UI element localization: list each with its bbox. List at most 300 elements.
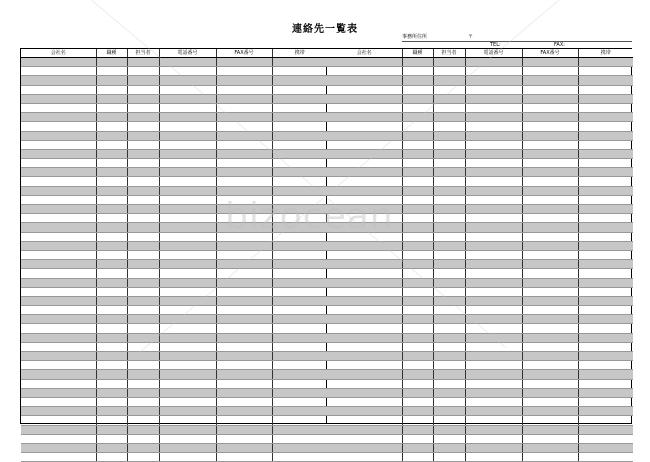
table-cell[interactable] xyxy=(127,67,159,76)
table-cell[interactable] xyxy=(578,315,633,324)
table-cell[interactable] xyxy=(216,113,272,122)
table-cell[interactable] xyxy=(216,379,272,388)
table-cell[interactable] xyxy=(465,205,522,214)
table-cell[interactable] xyxy=(216,131,272,140)
table-cell[interactable] xyxy=(159,425,216,434)
table-cell[interactable] xyxy=(272,315,327,324)
table-cell[interactable] xyxy=(433,149,465,158)
table-cell[interactable] xyxy=(433,159,465,168)
table-cell[interactable] xyxy=(159,195,216,204)
table-cell[interactable] xyxy=(127,434,159,443)
table-cell[interactable] xyxy=(96,361,127,370)
table-cell[interactable] xyxy=(465,122,522,131)
table-cell[interactable] xyxy=(216,250,272,259)
table-cell[interactable] xyxy=(21,379,96,388)
table-cell[interactable] xyxy=(159,103,216,112)
table-cell[interactable] xyxy=(21,94,96,103)
table-cell[interactable] xyxy=(327,333,402,342)
table-cell[interactable] xyxy=(216,342,272,351)
table-cell[interactable] xyxy=(272,370,327,379)
table-cell[interactable] xyxy=(159,214,216,223)
table-cell[interactable] xyxy=(465,269,522,278)
table-cell[interactable] xyxy=(578,324,633,333)
table-cell[interactable] xyxy=(402,306,433,315)
table-cell[interactable] xyxy=(96,67,127,76)
table-cell[interactable] xyxy=(96,250,127,259)
table-cell[interactable] xyxy=(159,131,216,140)
table-cell[interactable] xyxy=(21,205,96,214)
table-cell[interactable] xyxy=(159,278,216,287)
table-cell[interactable] xyxy=(578,425,633,434)
table-cell[interactable] xyxy=(522,195,578,204)
table-cell[interactable] xyxy=(272,103,327,112)
table-cell[interactable] xyxy=(127,260,159,269)
table-cell[interactable] xyxy=(127,370,159,379)
table-cell[interactable] xyxy=(21,333,96,342)
table-cell[interactable] xyxy=(159,342,216,351)
table-cell[interactable] xyxy=(21,352,96,361)
table-cell[interactable] xyxy=(21,260,96,269)
table-cell[interactable] xyxy=(433,214,465,223)
table-cell[interactable] xyxy=(578,94,633,103)
table-cell[interactable] xyxy=(96,149,127,158)
table-cell[interactable] xyxy=(272,416,327,425)
table-cell[interactable] xyxy=(272,278,327,287)
table-cell[interactable] xyxy=(96,278,127,287)
table-cell[interactable] xyxy=(433,315,465,324)
table-cell[interactable] xyxy=(127,397,159,406)
table-cell[interactable] xyxy=(402,416,433,425)
table-cell[interactable] xyxy=(327,269,402,278)
table-cell[interactable] xyxy=(465,159,522,168)
table-cell[interactable] xyxy=(159,333,216,342)
table-cell[interactable] xyxy=(522,131,578,140)
table-cell[interactable] xyxy=(578,352,633,361)
table-cell[interactable] xyxy=(402,94,433,103)
table-cell[interactable] xyxy=(159,453,216,462)
table-cell[interactable] xyxy=(402,205,433,214)
table-cell[interactable] xyxy=(216,397,272,406)
table-cell[interactable] xyxy=(578,361,633,370)
table-cell[interactable] xyxy=(127,177,159,186)
table-cell[interactable] xyxy=(21,296,96,305)
table-cell[interactable] xyxy=(327,434,402,443)
table-cell[interactable] xyxy=(465,223,522,232)
table-cell[interactable] xyxy=(21,103,96,112)
table-cell[interactable] xyxy=(127,269,159,278)
table-cell[interactable] xyxy=(21,324,96,333)
table-cell[interactable] xyxy=(21,140,96,149)
table-cell[interactable] xyxy=(433,453,465,462)
table-cell[interactable] xyxy=(522,168,578,177)
table-cell[interactable] xyxy=(96,342,127,351)
table-cell[interactable] xyxy=(402,407,433,416)
table-cell[interactable] xyxy=(522,269,578,278)
table-cell[interactable] xyxy=(21,443,96,452)
table-cell[interactable] xyxy=(272,425,327,434)
table-cell[interactable] xyxy=(216,443,272,452)
table-cell[interactable] xyxy=(522,306,578,315)
table-cell[interactable] xyxy=(216,425,272,434)
table-cell[interactable] xyxy=(96,205,127,214)
table-cell[interactable] xyxy=(578,453,633,462)
table-cell[interactable] xyxy=(578,205,633,214)
table-cell[interactable] xyxy=(402,352,433,361)
table-cell[interactable] xyxy=(96,434,127,443)
table-cell[interactable] xyxy=(21,342,96,351)
table-cell[interactable] xyxy=(402,195,433,204)
table-cell[interactable] xyxy=(522,159,578,168)
table-cell[interactable] xyxy=(402,453,433,462)
table-cell[interactable] xyxy=(402,168,433,177)
table-cell[interactable] xyxy=(465,149,522,158)
table-cell[interactable] xyxy=(522,250,578,259)
table-cell[interactable] xyxy=(522,241,578,250)
table-cell[interactable] xyxy=(465,241,522,250)
table-cell[interactable] xyxy=(522,76,578,85)
table-cell[interactable] xyxy=(327,260,402,269)
table-cell[interactable] xyxy=(402,388,433,397)
table-cell[interactable] xyxy=(433,250,465,259)
table-cell[interactable] xyxy=(272,379,327,388)
table-cell[interactable] xyxy=(465,103,522,112)
table-cell[interactable] xyxy=(522,407,578,416)
table-cell[interactable] xyxy=(159,407,216,416)
table-cell[interactable] xyxy=(522,296,578,305)
table-cell[interactable] xyxy=(433,103,465,112)
table-cell[interactable] xyxy=(402,149,433,158)
table-cell[interactable] xyxy=(127,379,159,388)
table-cell[interactable] xyxy=(216,370,272,379)
table-cell[interactable] xyxy=(96,159,127,168)
table-cell[interactable] xyxy=(21,416,96,425)
table-cell[interactable] xyxy=(465,214,522,223)
table-cell[interactable] xyxy=(433,278,465,287)
table-cell[interactable] xyxy=(522,361,578,370)
table-cell[interactable] xyxy=(96,306,127,315)
table-cell[interactable] xyxy=(216,333,272,342)
table-cell[interactable] xyxy=(272,306,327,315)
table-cell[interactable] xyxy=(402,186,433,195)
table-cell[interactable] xyxy=(465,388,522,397)
table-cell[interactable] xyxy=(272,122,327,131)
table-cell[interactable] xyxy=(272,361,327,370)
table-cell[interactable] xyxy=(578,195,633,204)
table-cell[interactable] xyxy=(327,58,402,67)
table-cell[interactable] xyxy=(578,85,633,94)
table-cell[interactable] xyxy=(465,397,522,406)
table-cell[interactable] xyxy=(402,214,433,223)
table-cell[interactable] xyxy=(465,195,522,204)
table-cell[interactable] xyxy=(96,315,127,324)
table-cell[interactable] xyxy=(21,159,96,168)
table-cell[interactable] xyxy=(96,94,127,103)
table-cell[interactable] xyxy=(216,453,272,462)
table-cell[interactable] xyxy=(96,186,127,195)
table-cell[interactable] xyxy=(216,388,272,397)
table-cell[interactable] xyxy=(127,186,159,195)
table-cell[interactable] xyxy=(522,434,578,443)
table-cell[interactable] xyxy=(327,453,402,462)
table-cell[interactable] xyxy=(402,159,433,168)
table-cell[interactable] xyxy=(433,131,465,140)
table-cell[interactable] xyxy=(433,352,465,361)
table-cell[interactable] xyxy=(402,232,433,241)
table-cell[interactable] xyxy=(159,149,216,158)
table-cell[interactable] xyxy=(216,186,272,195)
table-cell[interactable] xyxy=(402,250,433,259)
table-cell[interactable] xyxy=(433,260,465,269)
table-cell[interactable] xyxy=(433,434,465,443)
table-cell[interactable] xyxy=(272,76,327,85)
table-cell[interactable] xyxy=(578,58,633,67)
table-cell[interactable] xyxy=(159,168,216,177)
table-cell[interactable] xyxy=(21,177,96,186)
table-cell[interactable] xyxy=(127,85,159,94)
table-cell[interactable] xyxy=(127,223,159,232)
table-cell[interactable] xyxy=(578,278,633,287)
table-cell[interactable] xyxy=(159,443,216,452)
table-cell[interactable] xyxy=(465,94,522,103)
table-cell[interactable] xyxy=(522,379,578,388)
table-cell[interactable] xyxy=(578,407,633,416)
table-cell[interactable] xyxy=(159,315,216,324)
table-cell[interactable] xyxy=(465,434,522,443)
table-cell[interactable] xyxy=(96,168,127,177)
table-cell[interactable] xyxy=(522,333,578,342)
table-cell[interactable] xyxy=(272,131,327,140)
table-cell[interactable] xyxy=(216,306,272,315)
table-cell[interactable] xyxy=(127,416,159,425)
table-cell[interactable] xyxy=(127,407,159,416)
table-cell[interactable] xyxy=(327,443,402,452)
table-cell[interactable] xyxy=(578,131,633,140)
table-cell[interactable] xyxy=(402,131,433,140)
table-cell[interactable] xyxy=(578,269,633,278)
table-cell[interactable] xyxy=(272,241,327,250)
table-cell[interactable] xyxy=(465,278,522,287)
table-cell[interactable] xyxy=(21,67,96,76)
table-cell[interactable] xyxy=(465,113,522,122)
table-cell[interactable] xyxy=(21,287,96,296)
table-cell[interactable] xyxy=(433,361,465,370)
table-cell[interactable] xyxy=(96,214,127,223)
table-cell[interactable] xyxy=(522,453,578,462)
table-cell[interactable] xyxy=(522,205,578,214)
table-cell[interactable] xyxy=(433,168,465,177)
table-cell[interactable] xyxy=(272,94,327,103)
table-cell[interactable] xyxy=(96,260,127,269)
table-cell[interactable] xyxy=(127,315,159,324)
table-cell[interactable] xyxy=(433,113,465,122)
table-cell[interactable] xyxy=(159,122,216,131)
table-cell[interactable] xyxy=(433,379,465,388)
table-cell[interactable] xyxy=(96,195,127,204)
table-cell[interactable] xyxy=(522,278,578,287)
table-cell[interactable] xyxy=(159,250,216,259)
table-cell[interactable] xyxy=(578,342,633,351)
table-cell[interactable] xyxy=(578,306,633,315)
table-cell[interactable] xyxy=(327,306,402,315)
table-cell[interactable] xyxy=(327,85,402,94)
table-cell[interactable] xyxy=(578,159,633,168)
table-cell[interactable] xyxy=(578,103,633,112)
table-cell[interactable] xyxy=(96,58,127,67)
table-cell[interactable] xyxy=(433,205,465,214)
table-cell[interactable] xyxy=(159,296,216,305)
table-cell[interactable] xyxy=(522,67,578,76)
table-cell[interactable] xyxy=(159,140,216,149)
table-cell[interactable] xyxy=(433,186,465,195)
table-cell[interactable] xyxy=(159,397,216,406)
table-cell[interactable] xyxy=(127,241,159,250)
table-cell[interactable] xyxy=(465,453,522,462)
table-cell[interactable] xyxy=(216,296,272,305)
table-cell[interactable] xyxy=(96,241,127,250)
table-cell[interactable] xyxy=(327,388,402,397)
table-cell[interactable] xyxy=(402,223,433,232)
table-cell[interactable] xyxy=(96,370,127,379)
table-cell[interactable] xyxy=(327,425,402,434)
table-cell[interactable] xyxy=(127,140,159,149)
table-cell[interactable] xyxy=(96,397,127,406)
table-cell[interactable] xyxy=(433,388,465,397)
table-cell[interactable] xyxy=(96,103,127,112)
table-cell[interactable] xyxy=(272,333,327,342)
table-cell[interactable] xyxy=(272,352,327,361)
table-cell[interactable] xyxy=(465,260,522,269)
table-cell[interactable] xyxy=(578,122,633,131)
table-cell[interactable] xyxy=(578,186,633,195)
table-cell[interactable] xyxy=(96,352,127,361)
table-cell[interactable] xyxy=(272,453,327,462)
table-cell[interactable] xyxy=(272,177,327,186)
table-cell[interactable] xyxy=(465,425,522,434)
table-cell[interactable] xyxy=(327,94,402,103)
table-cell[interactable] xyxy=(159,113,216,122)
table-cell[interactable] xyxy=(216,434,272,443)
table-cell[interactable] xyxy=(127,149,159,158)
table-cell[interactable] xyxy=(127,453,159,462)
table-cell[interactable] xyxy=(96,453,127,462)
table-cell[interactable] xyxy=(578,379,633,388)
table-cell[interactable] xyxy=(96,223,127,232)
table-cell[interactable] xyxy=(96,177,127,186)
table-cell[interactable] xyxy=(402,76,433,85)
table-cell[interactable] xyxy=(465,370,522,379)
table-cell[interactable] xyxy=(465,443,522,452)
table-cell[interactable] xyxy=(522,370,578,379)
table-cell[interactable] xyxy=(127,443,159,452)
table-cell[interactable] xyxy=(465,186,522,195)
table-cell[interactable] xyxy=(159,370,216,379)
table-cell[interactable] xyxy=(21,315,96,324)
table-cell[interactable] xyxy=(402,324,433,333)
table-cell[interactable] xyxy=(21,278,96,287)
table-cell[interactable] xyxy=(578,168,633,177)
table-cell[interactable] xyxy=(159,67,216,76)
table-cell[interactable] xyxy=(127,388,159,397)
table-cell[interactable] xyxy=(465,287,522,296)
table-cell[interactable] xyxy=(465,177,522,186)
table-cell[interactable] xyxy=(21,434,96,443)
table-cell[interactable] xyxy=(159,388,216,397)
table-cell[interactable] xyxy=(402,296,433,305)
table-cell[interactable] xyxy=(21,85,96,94)
table-cell[interactable] xyxy=(21,58,96,67)
table-cell[interactable] xyxy=(216,352,272,361)
table-cell[interactable] xyxy=(272,287,327,296)
table-cell[interactable] xyxy=(327,352,402,361)
table-cell[interactable] xyxy=(272,397,327,406)
table-cell[interactable] xyxy=(522,122,578,131)
table-cell[interactable] xyxy=(465,407,522,416)
table-cell[interactable] xyxy=(578,140,633,149)
table-cell[interactable] xyxy=(96,407,127,416)
table-cell[interactable] xyxy=(127,195,159,204)
table-cell[interactable] xyxy=(96,140,127,149)
table-cell[interactable] xyxy=(327,76,402,85)
table-cell[interactable] xyxy=(327,122,402,131)
table-cell[interactable] xyxy=(21,250,96,259)
table-cell[interactable] xyxy=(127,306,159,315)
table-cell[interactable] xyxy=(433,140,465,149)
table-cell[interactable] xyxy=(327,287,402,296)
table-cell[interactable] xyxy=(327,296,402,305)
table-cell[interactable] xyxy=(21,361,96,370)
table-cell[interactable] xyxy=(327,131,402,140)
table-cell[interactable] xyxy=(327,361,402,370)
table-cell[interactable] xyxy=(127,122,159,131)
table-cell[interactable] xyxy=(272,250,327,259)
table-cell[interactable] xyxy=(327,342,402,351)
table-cell[interactable] xyxy=(465,306,522,315)
table-cell[interactable] xyxy=(96,333,127,342)
table-cell[interactable] xyxy=(433,397,465,406)
table-cell[interactable] xyxy=(433,443,465,452)
table-cell[interactable] xyxy=(522,342,578,351)
table-cell[interactable] xyxy=(21,425,96,434)
table-cell[interactable] xyxy=(272,407,327,416)
table-cell[interactable] xyxy=(127,232,159,241)
table-cell[interactable] xyxy=(578,241,633,250)
table-cell[interactable] xyxy=(327,149,402,158)
table-cell[interactable] xyxy=(327,186,402,195)
table-cell[interactable] xyxy=(327,315,402,324)
table-cell[interactable] xyxy=(433,232,465,241)
table-cell[interactable] xyxy=(159,186,216,195)
table-cell[interactable] xyxy=(127,58,159,67)
table-cell[interactable] xyxy=(272,342,327,351)
table-cell[interactable] xyxy=(327,407,402,416)
table-cell[interactable] xyxy=(433,370,465,379)
table-cell[interactable] xyxy=(127,159,159,168)
table-cell[interactable] xyxy=(127,425,159,434)
table-cell[interactable] xyxy=(402,85,433,94)
table-cell[interactable] xyxy=(272,388,327,397)
table-cell[interactable] xyxy=(21,214,96,223)
table-cell[interactable] xyxy=(21,241,96,250)
table-cell[interactable] xyxy=(578,223,633,232)
table-cell[interactable] xyxy=(216,58,272,67)
table-cell[interactable] xyxy=(327,168,402,177)
table-cell[interactable] xyxy=(578,250,633,259)
table-cell[interactable] xyxy=(327,67,402,76)
table-cell[interactable] xyxy=(159,241,216,250)
table-cell[interactable] xyxy=(522,232,578,241)
table-cell[interactable] xyxy=(402,342,433,351)
table-cell[interactable] xyxy=(21,370,96,379)
